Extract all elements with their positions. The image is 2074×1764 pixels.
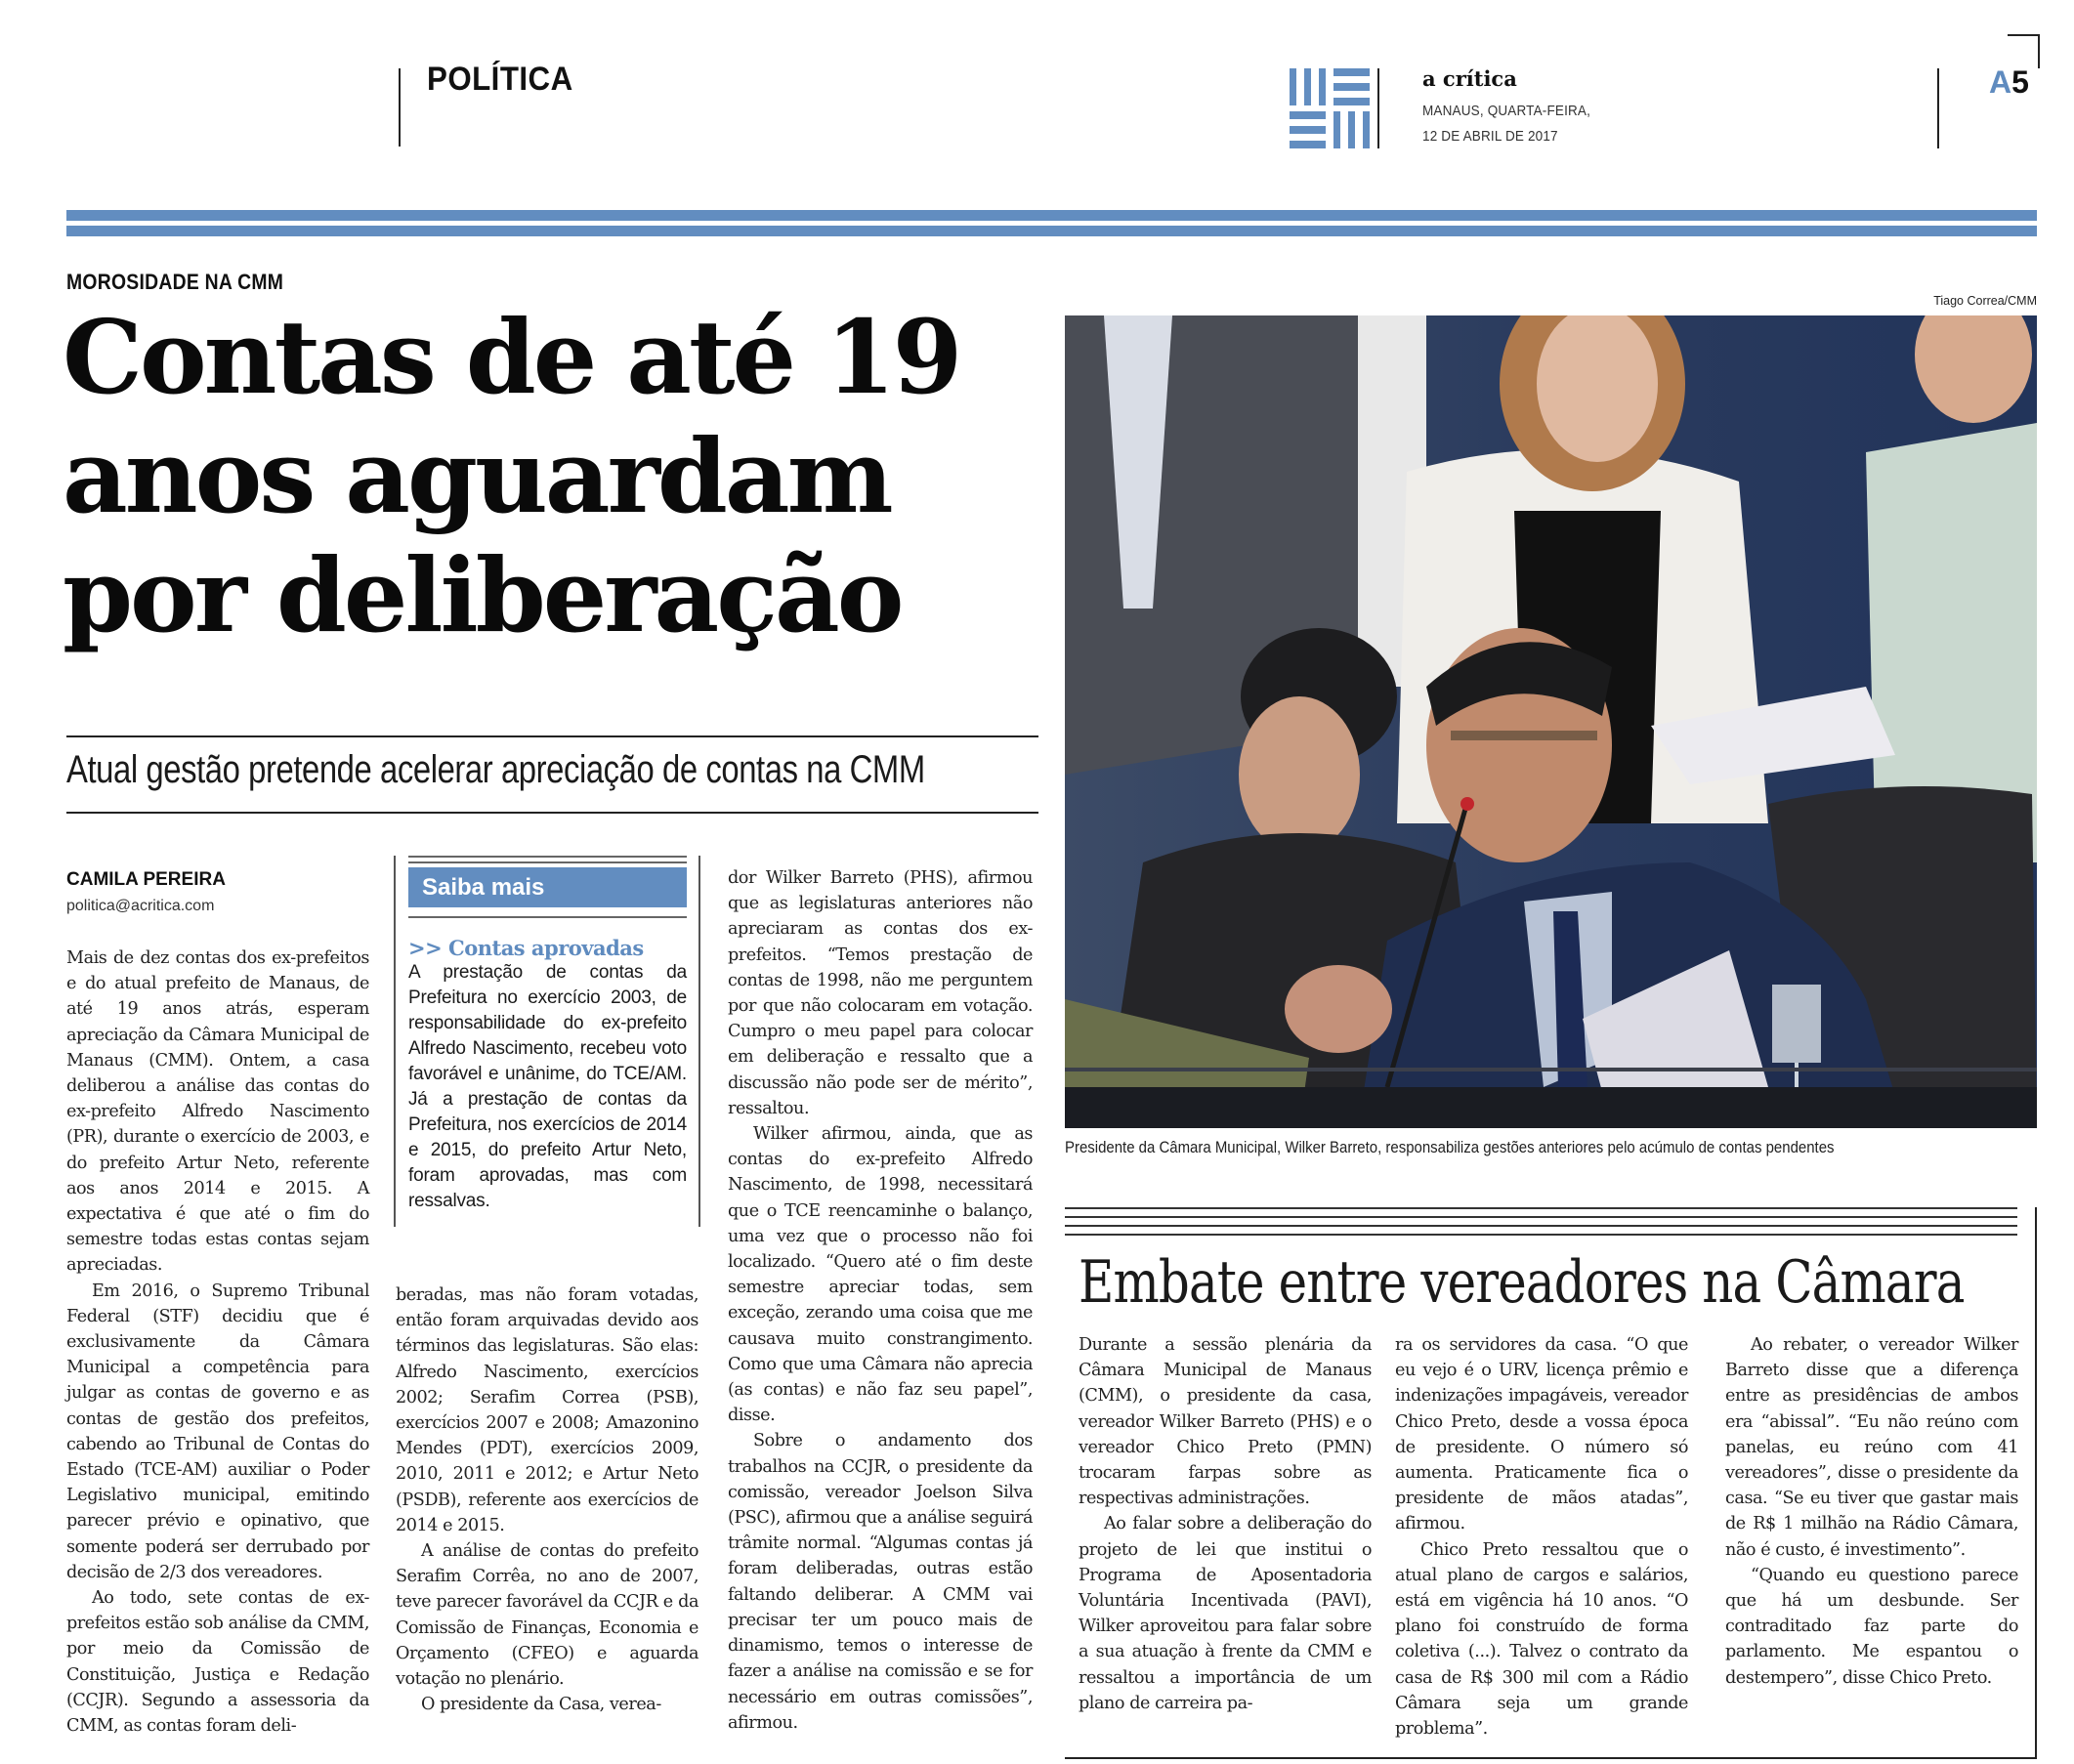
page-digit: 5 xyxy=(2011,64,2029,100)
paragraph: Ao todo, sete contas de ex-prefeitos estão sob análise da CMM, por meio da Comissão de Constituição, Justiça e Redação (CCJR). Segundo a assessoria da CMM, as contas foram deli- xyxy=(66,1588,369,1737)
page-number xyxy=(1989,64,2029,101)
paragraph: Sobre o andamento dos trabalhos na CCJR, o presidente da comissão, vereador Joelson Silva (PSC), afirmou que a análise seguirá trâmite normal. “Algumas contas já foram deliberadas, outras estão faltando deliberar. A CMM vai precisar ter um pouco mais de dinamismo, temos o interesse de fazer a análise na comissão e se for necessário em outras comissões”, afirmou. xyxy=(728,1431,1033,1733)
box-headline: Embate entre vereadores na Câmara xyxy=(1079,1248,1965,1317)
photo-illustration xyxy=(1065,315,2037,1128)
article-subtitle: Atual gestão pretende acelerar apreciação de contas na CMM xyxy=(66,748,925,791)
paragraph: Durante a sessão plenária da Câmara Municipal de Manaus (CMM), o presidente da casa, vereador Wilker Barreto (PHS) e o vereador Chico Preto (PMN) trocaram farpas sobre as respectivas administrações. xyxy=(1079,1335,1372,1509)
a-critica-logo-icon xyxy=(1290,68,1370,148)
article-column-1 xyxy=(66,945,369,1739)
sidebar-text: A prestação de contas da Prefeitura no exercício 2003, de responsabilidade do ex-prefeito Alfredo Nascimento, recebeu voto favorável e unânime, do TCE/AM. Já a prestação de contas da Prefeitura, nos exercícios de 2014 e 2015, do prefeito Artur Neto, foram aprovadas, mas com ressalvas. xyxy=(408,962,687,1211)
paragraph: Mais de dez contas dos ex-prefeitos e do atual prefeito de Manaus, de até 19 anos atrás, esperam apreciação da Câmara Municipal de Manaus (CMM). Ontem, a casa deliberou a análise das contas do ex-prefeito Alfredo Nascimento (PR), durante o exercício de 2003, e do prefeito Artur Neto, referente aos anos 2014 e 2015. A expectativa é que até o fim do semestre todas estas contas sejam apreciadas. xyxy=(66,948,369,1276)
sidebar-rule xyxy=(408,861,687,863)
header-divider-middle xyxy=(1377,68,1379,148)
crop-mark xyxy=(2038,34,2040,68)
sidebar-rule xyxy=(408,916,687,918)
box-column-3 xyxy=(1725,1332,2018,1691)
box-column-2 xyxy=(1395,1332,1688,1742)
paragraph: beradas, mas não foram votadas, então foram arquivadas devido aos términos das legislaturas. São elas: Alfredo Nascimento, exercícios 2002; Serafim Correa (PSB), exercícios 2007 e 2008; Amazonino Mendes (PDT), exercícios 2009, 2010, 2011 e 2012; e Artur Neto (PSDB), referente aos exercícios de 2014 e 2015. xyxy=(396,1285,698,1535)
box-rule xyxy=(1065,1216,2017,1218)
box-column-1 xyxy=(1079,1332,1372,1716)
subtitle-rule-top xyxy=(66,735,1038,737)
sidebar-border-right xyxy=(698,856,700,1227)
paragraph: Ao falar sobre a deliberação do projeto de lei que institui o Programa de Aposentadoria Voluntária Incentivada (PAVI), Wilker aproveitou para falar sobre a sua atuação à frente da CMM e ressaltou a importância de um plano de carreira pa- xyxy=(1079,1514,1372,1713)
sidebar-rule xyxy=(408,856,687,858)
dateline-weekday: MANAUS, QUARTA-FEIRA, xyxy=(1422,103,1591,119)
byline-author: CAMILA PEREIRA xyxy=(66,869,226,890)
headline-line: por deliberação xyxy=(63,535,902,655)
header-divider-right xyxy=(1937,68,1939,148)
header-bar-top xyxy=(66,210,2037,221)
related-article-box xyxy=(1065,1207,2037,1759)
section-label: POLÍTICA xyxy=(427,61,573,98)
article-photo xyxy=(1065,315,2037,1128)
paragraph: dor Wilker Barreto (PHS), afirmou que as legislaturas anteriores não apreciaram as contas dos ex-prefeitos. “Temos prestação de contas de 1998, não me perguntem por que não colocaram em votação. Cumpro o meu papel para colocar em deliberação e ressalto que a discussão não pode ser de mérito”, ressaltou. xyxy=(728,868,1033,1118)
article-column-2 xyxy=(396,1282,698,1717)
byline-email[interactable]: politica@acritica.com xyxy=(66,898,215,914)
article-kicker: MOROSIDADE NA CMM xyxy=(66,270,284,294)
paragraph: ra os servidores da casa. “O que eu vejo é o URV, licença prêmio e indenizações impagáveis, vereador Chico Preto, desde a vossa época de presidente. O número só aumenta. Praticamente fica o presidente de mãos atadas”, afirmou. xyxy=(1395,1335,1688,1534)
subtitle-rule-bottom xyxy=(66,812,1038,814)
headline-line: anos aguardam xyxy=(63,416,891,536)
page-letter: A xyxy=(1989,64,2012,100)
paragraph: O presidente da Casa, verea- xyxy=(421,1695,661,1715)
box-rule xyxy=(1065,1234,2017,1236)
article-column-3 xyxy=(728,865,1033,1736)
paragraph: Em 2016, o Supremo Tribunal Federal (STF) decidiu que é exclusivamente da Câmara Municipal a competência para julgar as contas de governo e as contas de gestão dos prefeitos, cabendo ao Tribunal de Contas do Estado (TCE-AM) auxiliar o Poder Legislativo municipal, emitindo parecer prévio e opinativo, que somente poderá ser derrubado por decisão de 2/3 dos vereadores. xyxy=(66,1281,369,1582)
brand-name: a crítica xyxy=(1422,66,1517,91)
paragraph: “Quando eu questiono parece que há um desbunde. Ser contraditado faz parte do parlamento. Me espantou o destempero”, disse Chico Preto. xyxy=(1725,1565,2018,1688)
paragraph: Ao rebater, o vereador Wilker Barreto disse que a diferença entre as presidências de ambos era “abissal”. “Eu não reúno com panelas, eu reúno com 41 vereadores”, disse o presidente da casa. “Se eu tiver que gastar mais de R$ 1 milhão na Rádio Câmara, não é custo, é investimento”. xyxy=(1725,1335,2018,1560)
sidebar-subtitle: >> Contas aprovadas xyxy=(408,936,644,960)
photo-caption: Presidente da Câmara Municipal, Wilker Barreto, responsabiliza gestões anteriores pelo acúmulo de contas pendentes xyxy=(1065,1138,1835,1156)
header-divider-left xyxy=(399,68,401,147)
header-bar-bottom xyxy=(66,226,2037,236)
box-rule xyxy=(1065,1207,2017,1209)
box-rule xyxy=(1065,1225,2017,1227)
paragraph: Wilker afirmou, ainda, que as contas do ex-prefeito Alfredo Nascimento, de 1998, necessitará que o TCE reencaminhe o balanço, uma vez que o processo não foi localizado. “Quero até o fim deste semestre apreciar todas, sem exceção, zerando uma coisa que me causava muito constrangimento. Como que uma Câmara não aprecia (as contas) e não faz seu papel”, disse. xyxy=(728,1124,1033,1426)
paragraph: Chico Preto ressaltou que o atual plano de cargos e salários, está em vigência há 10 anos. “O plano foi construído de forma coletiva (...). Talvez o contrato da casa de R$ 300 mil com a Rádio Câmara seja um grande problema”. xyxy=(1395,1539,1688,1740)
article-headline xyxy=(63,298,1039,655)
headline-line: Contas de até 19 xyxy=(63,297,960,417)
saiba-mais-box xyxy=(408,856,687,1214)
sidebar-title: Saiba mais xyxy=(408,867,687,907)
crop-mark xyxy=(2008,34,2039,36)
dateline-date: 12 DE ABRIL DE 2017 xyxy=(1422,128,1558,145)
paragraph: A análise de contas do prefeito Serafim Corrêa, no ano de 2007, teve parecer favorável da CCJR e da Comissão de Finanças, Economia e Orçamento (CFEO) e aguarda votação no plenário. xyxy=(396,1541,698,1690)
sidebar-border-left xyxy=(394,856,396,1227)
photo-credit: Tiago Correa/CMM xyxy=(1933,294,2037,308)
